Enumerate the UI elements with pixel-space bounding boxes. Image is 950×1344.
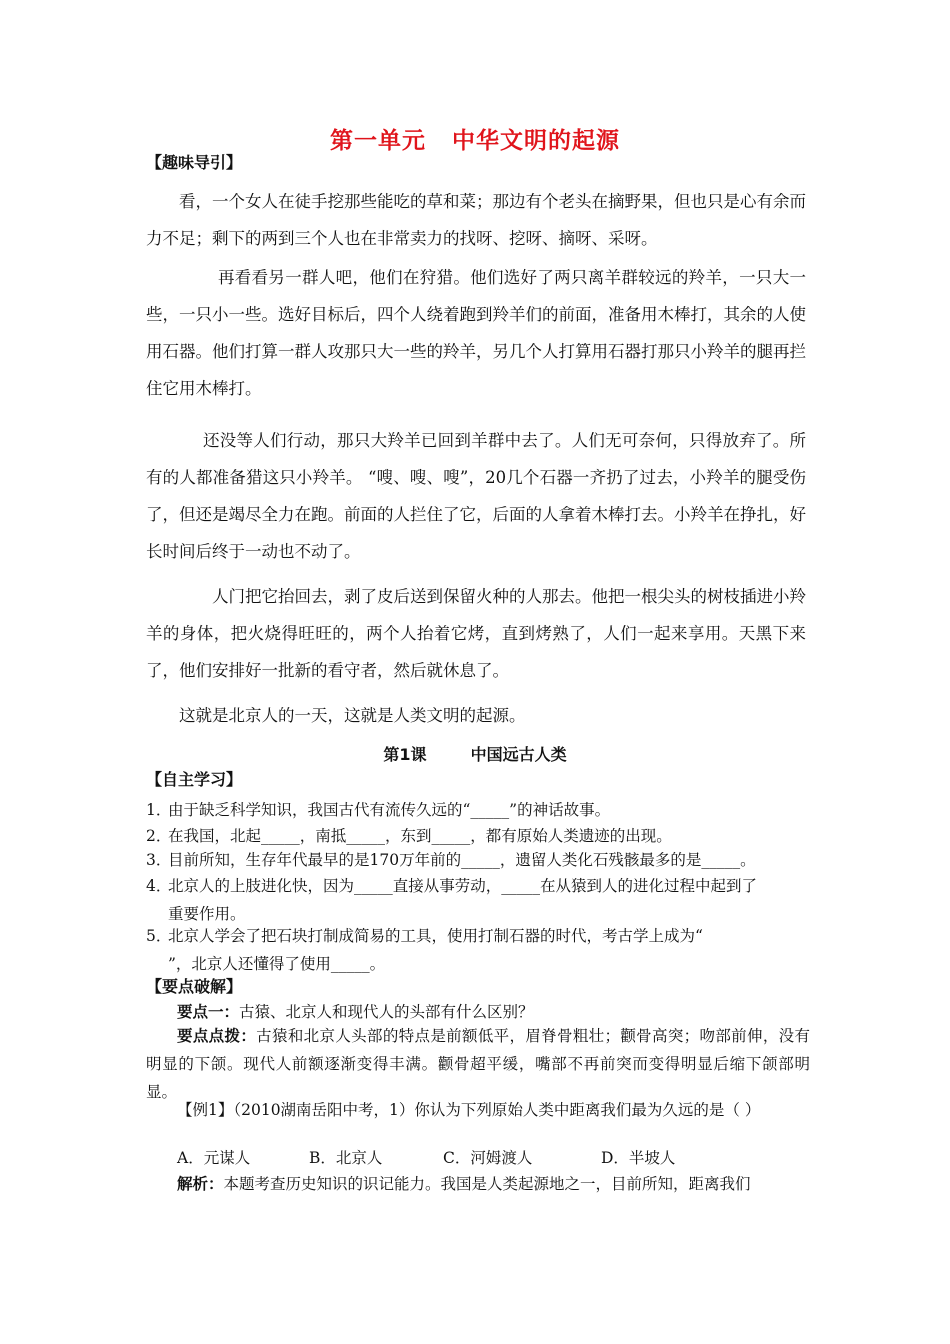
option-b: B．北京人 [309, 1149, 383, 1167]
tip-label: 要点点拨： [177, 1027, 257, 1045]
question-text: 在我国，北起_____，南抵_____，东到_____，都有原始人类遗迹的出现。 [168, 827, 672, 845]
question-number: 3． [146, 851, 172, 869]
option-d: D．半坡人 [601, 1149, 676, 1167]
intro-paragraph: 看，一个女人在徒手挖那些能吃的草和菜；那边有个老头在摘野果，但也只是心有余而力不足；剩下的两到三个人也在非常卖力的找呀、挖呀、摘呀、采呀。 [146, 192, 806, 248]
option-a: A．元谋人 [177, 1149, 251, 1167]
analysis-label: 解析： [177, 1175, 224, 1193]
question-item [146, 872, 810, 928]
key-points-heading: 【要点破解】 [146, 977, 243, 996]
question-number: 4． [146, 877, 172, 895]
option-c: C．河姆渡人 [443, 1149, 533, 1167]
question-item [146, 846, 810, 874]
question-text: 目前所知，生存年代最早的是170万年前的_____，遗留人类化石残骸最多的是_____。 [168, 851, 756, 869]
lesson-name: 中国远古人类 [470, 745, 567, 764]
unit-title-number: 第一单元 [330, 128, 426, 154]
lesson-number: 第1课 [383, 745, 427, 764]
key-point-label: 要点一： [177, 1003, 240, 1021]
question-text: 北京人的上肢进化快，因为_____直接从事劳动，_____在从猿到人的进化过程中起到了 [168, 877, 758, 895]
question-number: 5． [146, 927, 172, 945]
question-text: 北京人学会了把石块打制成简易的工具，使用打制石器的时代，考古学上成为“ [168, 927, 703, 945]
intro-paragraph: 再看看另一群人吧，他们在狩猎。他们选好了两只离羊群较远的羚羊，一只大一些，一只小一些。选好目标后，四个人绕着跑到羚羊们的前面，准备用木棒打，其余的人使用石器。他们打算一群人攻那只大一些的羚羊，另几个人打算用石器打那只小羚羊的腿再拦住它用木棒打。 [146, 268, 806, 398]
unit-title-name: 中华文明的起源 [452, 128, 620, 154]
question-item [146, 922, 810, 978]
intro-paragraph: 人门把它抬回去，剥了皮后送到保留火种的人那去。他把一根尖头的树枝插进小羚羊的身体，把火烧得旺旺的，两个人抬着它烤，直到烤熟了，人们一起来享用。天黑下来了，他们安排好一批新的看守者，然后就休息了。 [146, 587, 806, 680]
tip-text: 古猿和北京人头部的特点是前额低平，眉脊骨粗壮；颧骨高突；吻部前伸，没有明显的下颌。现代人前额逐渐变得丰满。颧骨超平缓，嘴部不再前突而变得明显后缩下颌部明显。 [146, 1027, 810, 1101]
lesson-title [0, 742, 950, 765]
question-text-continued: 重要作用。 [168, 905, 246, 923]
analysis-text: 本题考查历史知识的识记能力。我国是人类起源地之一，目前所知，距离我们 [223, 1175, 751, 1193]
fun-intro-heading: 【趣味导引】 [146, 153, 243, 172]
question-text: 由于缺乏科学知识，我国古代有流传久远的“_____”的神话故事。 [168, 801, 611, 819]
question-number: 2． [146, 827, 172, 845]
unit-title [0, 122, 950, 155]
example-question: 【例1】（2010湖南岳阳中考，1）你认为下列原始人类中距离我们最为久远的是（ ） [177, 1101, 761, 1119]
answer-options [177, 1146, 797, 1168]
self-study-heading: 【自主学习】 [146, 770, 243, 789]
question-text-continued: ”，北京人还懂得了使用_____。 [168, 955, 386, 973]
question-number: 1． [146, 801, 172, 819]
analysis [146, 1170, 810, 1198]
intro-paragraph: 还没等人们行动，那只大羚羊已回到羊群中去了。人们无可奈何，只得放弃了。所有的人都准备猎这只小羚羊。 “嗖、嗖、嗖”，20几个石器一齐扔了过去，小羚羊的腿受伤了，但还是竭尽全力在跑。前面的人拦住了它，后面的人拿着木棒打去。小羚羊在挣扎，好长时间后终于一动也不动了。 [146, 431, 806, 561]
question-item [146, 796, 810, 824]
intro-paragraph: 这就是北京人的一天，这就是人类文明的起源。 [179, 706, 526, 725]
key-point-text: 古猿、北京人和现代人的头部有什么区别？ [239, 1003, 534, 1021]
key-point-tip [146, 1022, 810, 1106]
